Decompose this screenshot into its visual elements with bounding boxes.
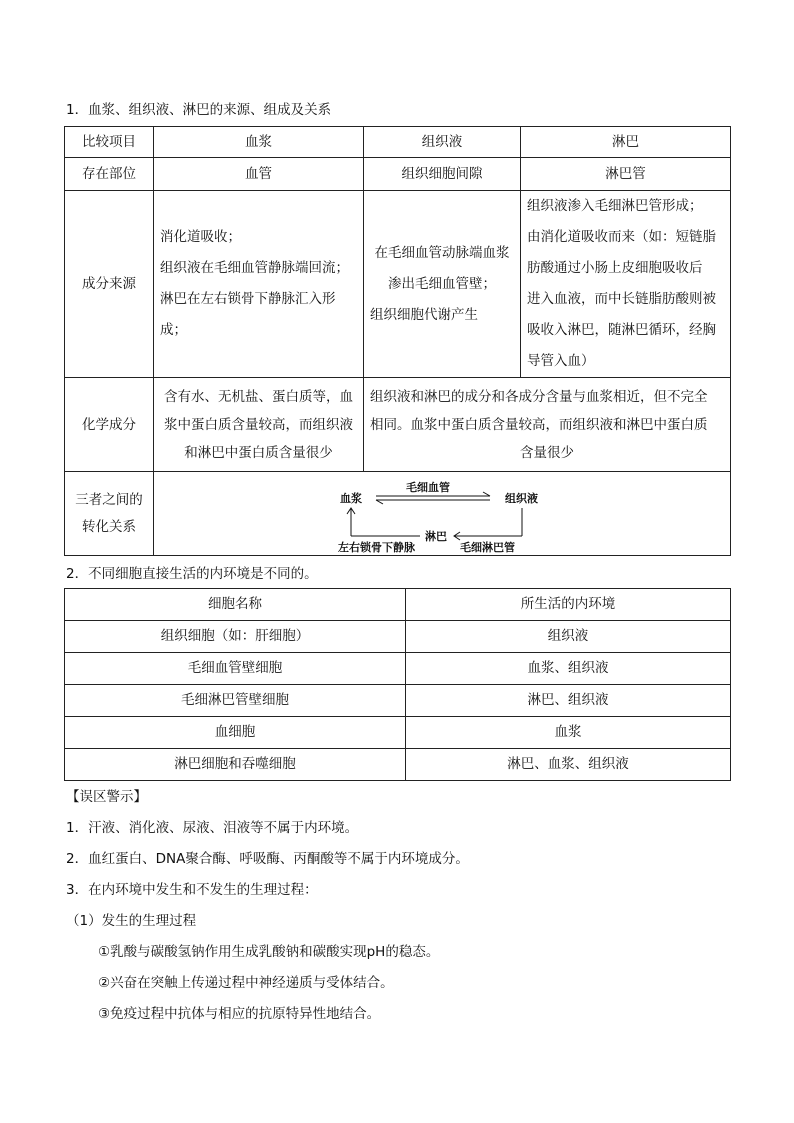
cell-name: 毛细淋巴管壁细胞 [65, 685, 406, 717]
cell-environment: 血浆 [406, 717, 731, 749]
source-line: 淋巴在左右锁骨下静脉汇入形 [160, 291, 336, 307]
cell-plasma-location: 血管 [154, 158, 364, 191]
table-row [65, 685, 731, 717]
source-line: 肪酸通过小肠上皮细胞吸收后 [527, 260, 703, 276]
cell-tissue-location: 组织细胞间隙 [364, 158, 521, 191]
comparison-table [64, 126, 731, 556]
source-line: 渗出毛细血管壁； [388, 275, 496, 292]
source-line: 成； [160, 322, 187, 338]
cell-environment-table [64, 588, 731, 781]
table-row [65, 158, 731, 191]
warning-subitem-1: ①乳酸与碳酸氢钠作用生成乳酸钠和碳酸实现pH的稳态。 [98, 944, 440, 960]
cell-plasma-source [154, 191, 364, 378]
cell-environment: 淋巴、组织液 [406, 685, 731, 717]
table-row [65, 191, 731, 378]
cell-others-chem [364, 378, 731, 472]
cell-environment: 淋巴、血浆、组织液 [406, 749, 731, 781]
table-row [65, 653, 731, 685]
table-header-row [65, 589, 731, 621]
header-tissue-fluid: 组织液 [364, 127, 521, 158]
table-row [65, 749, 731, 781]
cell-lymph-location: 淋巴管 [521, 158, 731, 191]
relation-diagram [154, 474, 730, 554]
cell-name: 组织细胞（如：肝细胞） [65, 621, 406, 653]
chem-line: 组织液和淋巴的成分和各成分含量与血浆相近，但不完全 [370, 388, 708, 405]
cell-name: 毛细血管壁细胞 [65, 653, 406, 685]
warning-subitem-3: ③免疫过程中抗体与相应的抗原特异性地结合。 [98, 1006, 381, 1022]
table-row [65, 621, 731, 653]
row-label-relation [65, 472, 154, 556]
section2-title: 2．不同细胞直接生活的内环境是不同的。 [66, 566, 318, 582]
source-line: 导管入血） [527, 353, 595, 369]
chem-line: 浆中蛋白质含量较高，而组织液 [164, 416, 353, 433]
warning-item-3: 3．在内环境中发生和不发生的生理过程： [66, 882, 318, 898]
table-row [65, 472, 731, 556]
source-line: 进入血液，而中长链脂肪酸则被 [527, 291, 716, 307]
relation-label-line: 转化关系 [82, 518, 136, 535]
cell-environment: 血浆、组织液 [406, 653, 731, 685]
warning-title: 【误区警示】 [66, 789, 147, 805]
warning-subtitle: （1）发生的生理过程 [66, 913, 197, 929]
chem-line: 含有水、无机盐、蛋白质等，血 [164, 388, 353, 405]
tissue-fluid-node: 组织液 [505, 491, 538, 505]
source-line: 组织液渗入毛细淋巴管形成； [527, 198, 703, 214]
header-compare-item: 比较项目 [65, 127, 154, 158]
source-line: 组织细胞代谢产生 [370, 306, 478, 323]
cell-environment: 组织液 [406, 621, 731, 653]
chem-line: 和淋巴中蛋白质含量很少 [184, 444, 333, 461]
source-line: 吸收入淋巴，随淋巴循环，经胸 [527, 322, 716, 338]
table-row [65, 378, 731, 472]
warning-item-2: 2．血红蛋白、DNA聚合酶、呼吸酶、丙酮酸等不属于内环境成分。 [66, 851, 469, 867]
relation-label-line: 三者之间的 [75, 491, 143, 508]
cell-tissue-source [364, 191, 521, 378]
cell-name: 血细胞 [65, 717, 406, 749]
warning-item-1: 1．汗液、消化液、尿液、泪液等不属于内环境。 [66, 820, 359, 836]
cell-plasma-chem [154, 378, 364, 472]
table-header-row [65, 127, 731, 158]
source-line: 组织液在毛细血管静脉端回流； [160, 260, 349, 276]
lymph-node: 淋巴 [425, 529, 447, 543]
table-row [65, 717, 731, 749]
chem-line: 含量很少 [520, 444, 574, 461]
capillary-label: 毛细血管 [406, 480, 450, 494]
plasma-node: 血浆 [340, 491, 362, 505]
cell-relation-diagram [154, 472, 731, 556]
arrowhead-left [376, 500, 383, 504]
section1-title: 1．血浆、组织液、淋巴的来源、组成及关系 [66, 102, 332, 118]
subclavian-label: 左右锁骨下静脉 [338, 540, 415, 554]
cell-lymph-source [521, 191, 731, 378]
chem-line: 相同。血浆中蛋白质含量较高，而组织液和淋巴中蛋白质 [370, 416, 708, 433]
cell-name: 淋巴细胞和吞噬细胞 [65, 749, 406, 781]
row-label-source: 成分来源 [65, 191, 154, 378]
source-line: 在毛细血管动脉端血浆 [374, 244, 510, 261]
arrowhead-right [483, 492, 490, 496]
header-lymph: 淋巴 [521, 127, 731, 158]
header-plasma: 血浆 [154, 127, 364, 158]
lymph-capillary-label: 毛细淋巴管 [460, 540, 515, 554]
source-line: 由消化道吸收而来（如：短链脂 [527, 229, 716, 245]
row-label-chem: 化学成分 [65, 378, 154, 472]
header-cell-name: 细胞名称 [65, 589, 406, 621]
header-environment: 所生活的内环境 [406, 589, 731, 621]
source-line: 消化道吸收； [160, 229, 241, 245]
warning-subitem-2: ②兴奋在突触上传递过程中神经递质与受体结合。 [98, 975, 394, 991]
row-label-location: 存在部位 [65, 158, 154, 191]
